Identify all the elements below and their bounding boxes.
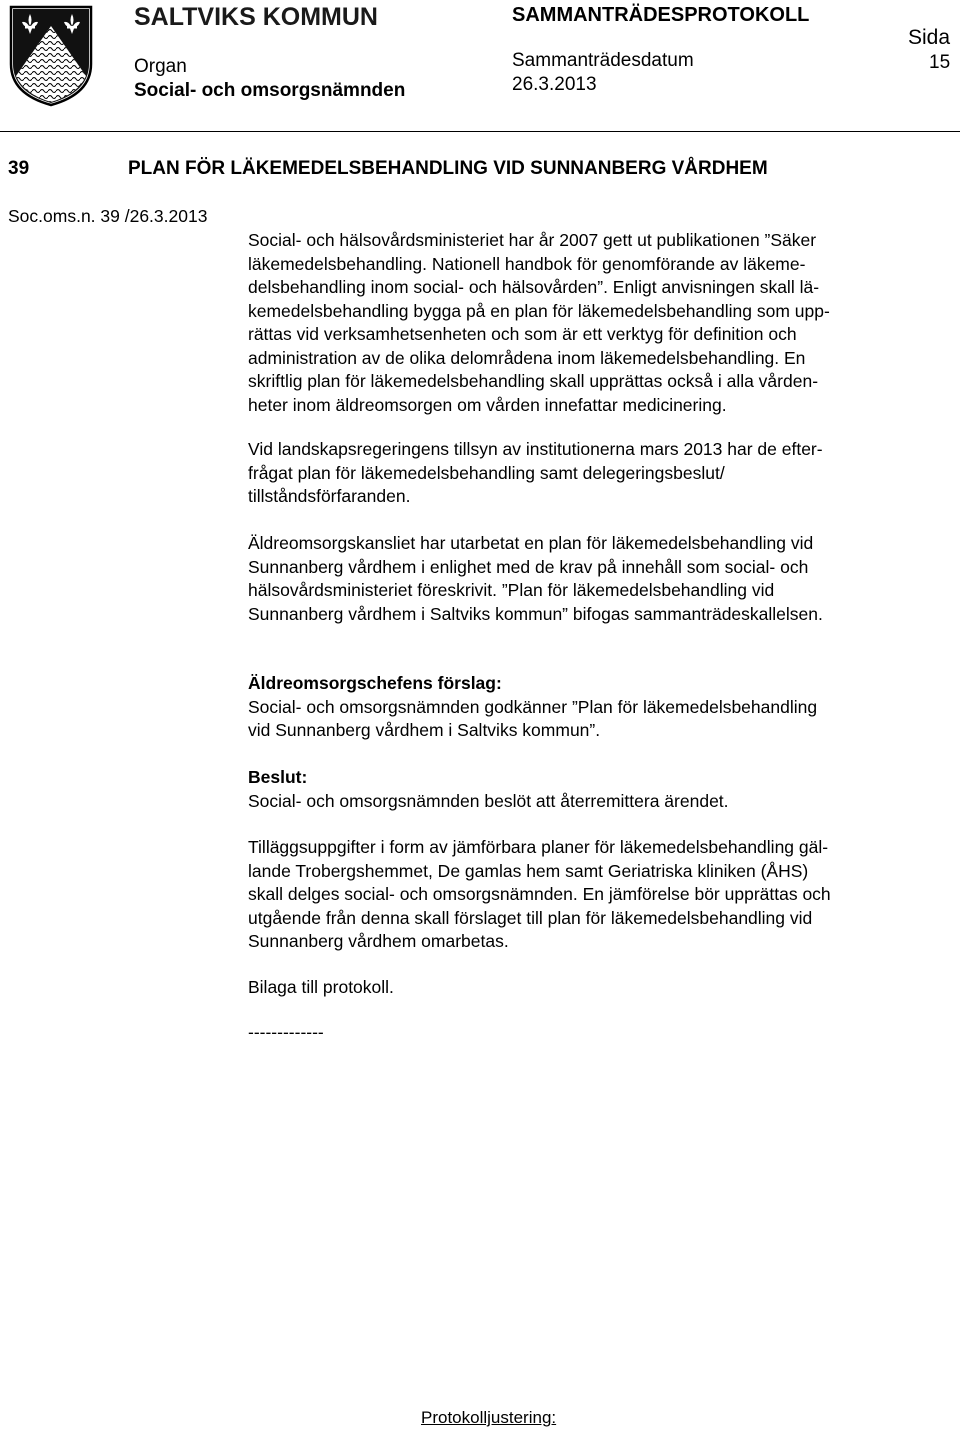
page-label: Sida	[908, 26, 951, 49]
meeting-date-value: 26.3.2013	[512, 74, 597, 95]
paragraph-plan	[248, 532, 932, 626]
text-line: Tilläggsuppgifter i form av jämförbara planer för läkemedelsbehandling gäl-	[248, 837, 829, 857]
text-line: läkemedelsbehandling. Nationell handbok för genomförande av läkeme-	[248, 253, 806, 274]
proposal-heading: Äldreomsorgschefens förslag:	[248, 673, 502, 693]
text-line: Sunnanberg vårdhem omarbetas.	[248, 931, 509, 951]
section-number: 39	[8, 158, 30, 179]
decision-text: Social- och omsorgsnämnden beslöt att återremittera ärendet.	[248, 790, 729, 811]
organ-value: Social- och omsorgsnämnden	[134, 80, 406, 101]
meeting-date-label: Sammanträdesdatum	[512, 50, 694, 71]
municipality-name: SALTVIKS KOMMUN	[134, 3, 378, 31]
section-title: PLAN FÖR LÄKEMEDELSBEHANDLING VID SUNNANBERG VÅRDHEM	[128, 158, 768, 179]
text-line: tillståndsförfaranden.	[248, 486, 411, 506]
coat-of-arms-logo	[8, 4, 94, 108]
paragraph-background	[248, 229, 932, 417]
protocol-verification-label: Protokolljustering:	[421, 1408, 557, 1427]
text-line: Social- och hälsovårdsministeriet har år 2007 gett ut publikationen ”Säker	[248, 230, 817, 250]
decision-block	[248, 766, 932, 813]
text-line: Sunnanberg vårdhem i enlighet med de krav på innehåll som social- och	[248, 556, 809, 577]
paragraph-supervision	[248, 438, 932, 509]
document-type: SAMMANTRÄDESPROTOKOLL	[512, 4, 810, 26]
paragraph-additional-info	[248, 836, 932, 954]
text-line: rättas vid verksamhetsenheten och som är ett verktyg för definition och	[248, 324, 797, 344]
text-line: hälsovårdsministeriet föreskrivit. ”Plan för läkemedelsbehandling vid	[248, 580, 775, 600]
text-line: Vid landskapsregeringens tillsyn av institutionerna mars 2013 har de efter-	[248, 439, 823, 459]
attachment-note: Bilaga till protokoll.	[248, 977, 394, 997]
text-line: heter inom äldreomsorgen om vården innefattar medicinering.	[248, 394, 727, 415]
decision-heading: Beslut:	[248, 767, 308, 787]
text-line: administration av de olika delområdena inom läkemedelsbehandling. En	[248, 347, 806, 368]
header-divider	[0, 131, 960, 132]
section-reference: Soc.oms.n. 39 /26.3.2013	[8, 206, 208, 226]
text-line: lande Trobergshemmet, De gamlas hem samt Geriatriska kliniken (ÅHS)	[248, 860, 809, 881]
text-line: skall delges social- och omsorgsnämnden. En jämförelse bör upprättas och	[248, 884, 831, 904]
text-line: Social- och omsorgsnämnden godkänner ”Plan för läkemedelsbehandling	[248, 696, 818, 717]
text-line: kemedelsbehandling bygga på en plan för läkemedelsbehandling som upp-	[248, 300, 830, 321]
page-number: 15	[929, 52, 951, 73]
end-separator: -------------	[248, 1022, 324, 1042]
attachment-note-block	[248, 976, 932, 1000]
organ-label: Organ	[134, 56, 187, 77]
text-line: vid Sunnanberg vårdhem i Saltviks kommun”.	[248, 720, 601, 740]
text-line: utgående från denna skall förslaget till plan för läkemedelsbehandling vid	[248, 907, 813, 928]
text-line: Sunnanberg vårdhem i Saltviks kommun” bifogas sammanträdeskallelsen.	[248, 603, 823, 624]
proposal-block	[248, 672, 932, 743]
text-line: Äldreomsorgskansliet har utarbetat en plan för läkemedelsbehandling vid	[248, 533, 814, 553]
text-line: frågat plan för läkemedelsbehandling samt delegeringsbeslut/	[248, 462, 725, 483]
text-line: skriftlig plan för läkemedelsbehandling skall upprättas också i alla vården-	[248, 371, 819, 391]
text-line: delsbehandling inom social- och hälsovården”. Enligt anvisningen skall lä-	[248, 277, 820, 297]
